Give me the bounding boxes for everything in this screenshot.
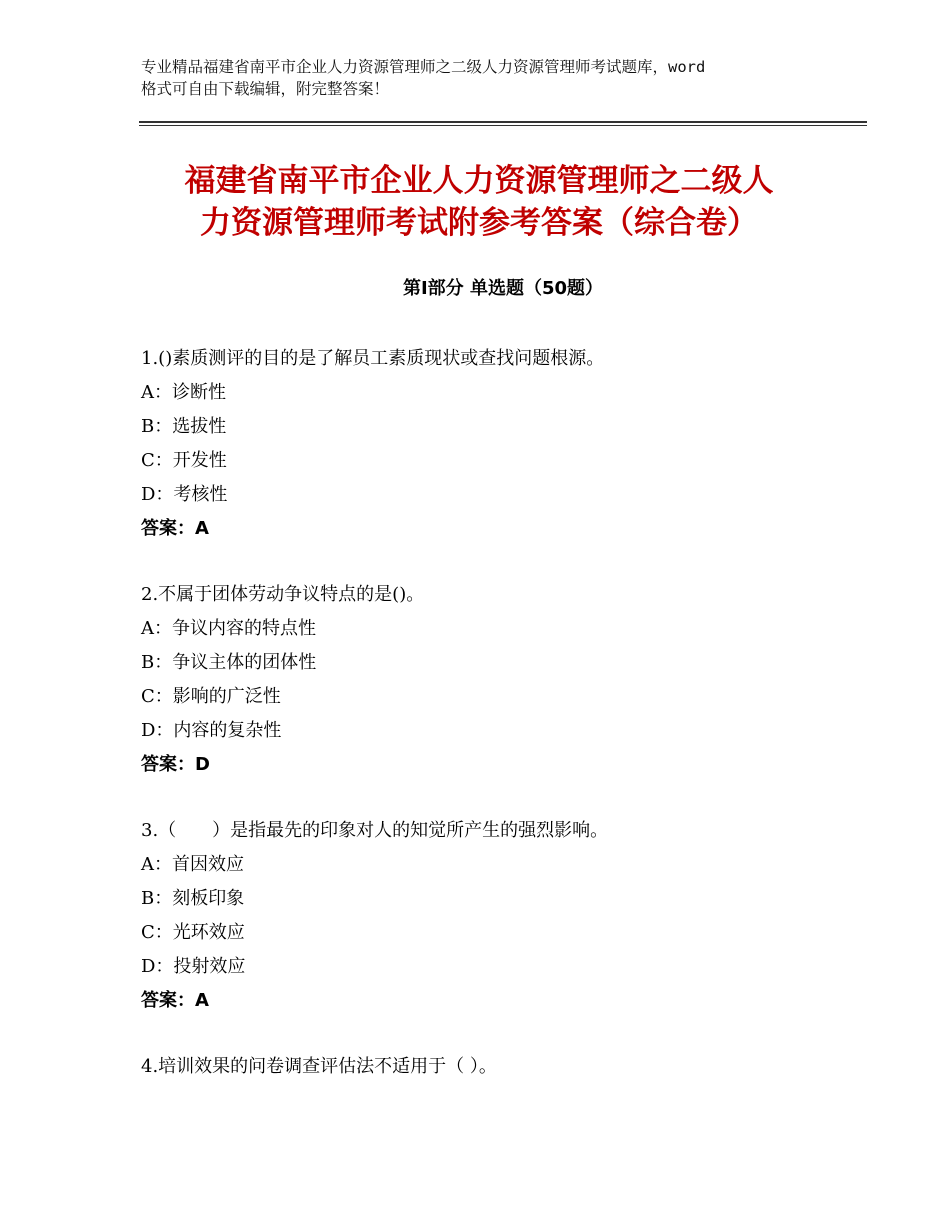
option-d: D：内容的复杂性 bbox=[141, 720, 282, 741]
option-c: C：影响的广泛性 bbox=[141, 686, 281, 707]
document-title bbox=[139, 160, 819, 244]
question-4 bbox=[141, 1050, 861, 1084]
option-d: D：考核性 bbox=[141, 484, 228, 505]
header-note bbox=[141, 56, 841, 100]
question-3 bbox=[141, 814, 861, 1018]
answer-label: 答案：A bbox=[141, 990, 209, 1011]
header-note-line-1: 专业精品福建省南平市企业人力资源管理师之二级人力资源管理师考试题库，word bbox=[141, 58, 706, 76]
answer-label: 答案：D bbox=[141, 754, 210, 775]
option-d: D：投射效应 bbox=[141, 956, 246, 977]
question-2 bbox=[141, 578, 861, 782]
question-stem: 1.()素质测评的目的是了解员工素质现状或查找问题根源。 bbox=[141, 348, 605, 369]
option-b: B：选拔性 bbox=[141, 416, 227, 437]
header-divider-thick bbox=[139, 121, 867, 123]
option-b: B：刻板印象 bbox=[141, 888, 245, 909]
answer-label: 答案：A bbox=[141, 518, 209, 539]
header-divider-thin bbox=[139, 125, 867, 126]
section-title: 第Ⅰ部分 单选题（50题） bbox=[402, 278, 603, 299]
question-stem: 3.（ ）是指最先的印象对人的知觉所产生的强烈影响。 bbox=[141, 820, 609, 841]
option-a: A：争议内容的特点性 bbox=[141, 618, 316, 639]
question-list bbox=[141, 342, 861, 1116]
document-title-line-1: 福建省南平市企业人力资源管理师之二级人 bbox=[184, 163, 774, 199]
option-b: B：争议主体的团体性 bbox=[141, 652, 317, 673]
option-a: A：诊断性 bbox=[141, 382, 226, 403]
header-note-line-2: 格式可自由下载编辑，附完整答案！ bbox=[141, 80, 390, 98]
question-1 bbox=[141, 342, 861, 546]
question-stem: 4.培训效果的问卷调查评估法不适用于（ ）。 bbox=[141, 1056, 497, 1077]
document-title-line-2: 力资源管理师考试附参考答案（综合卷） bbox=[200, 205, 758, 241]
option-c: C：开发性 bbox=[141, 450, 227, 471]
question-stem: 2.不属于团体劳动争议特点的是()。 bbox=[141, 584, 425, 605]
option-a: A：首因效应 bbox=[141, 854, 244, 875]
option-c: C：光环效应 bbox=[141, 922, 245, 943]
